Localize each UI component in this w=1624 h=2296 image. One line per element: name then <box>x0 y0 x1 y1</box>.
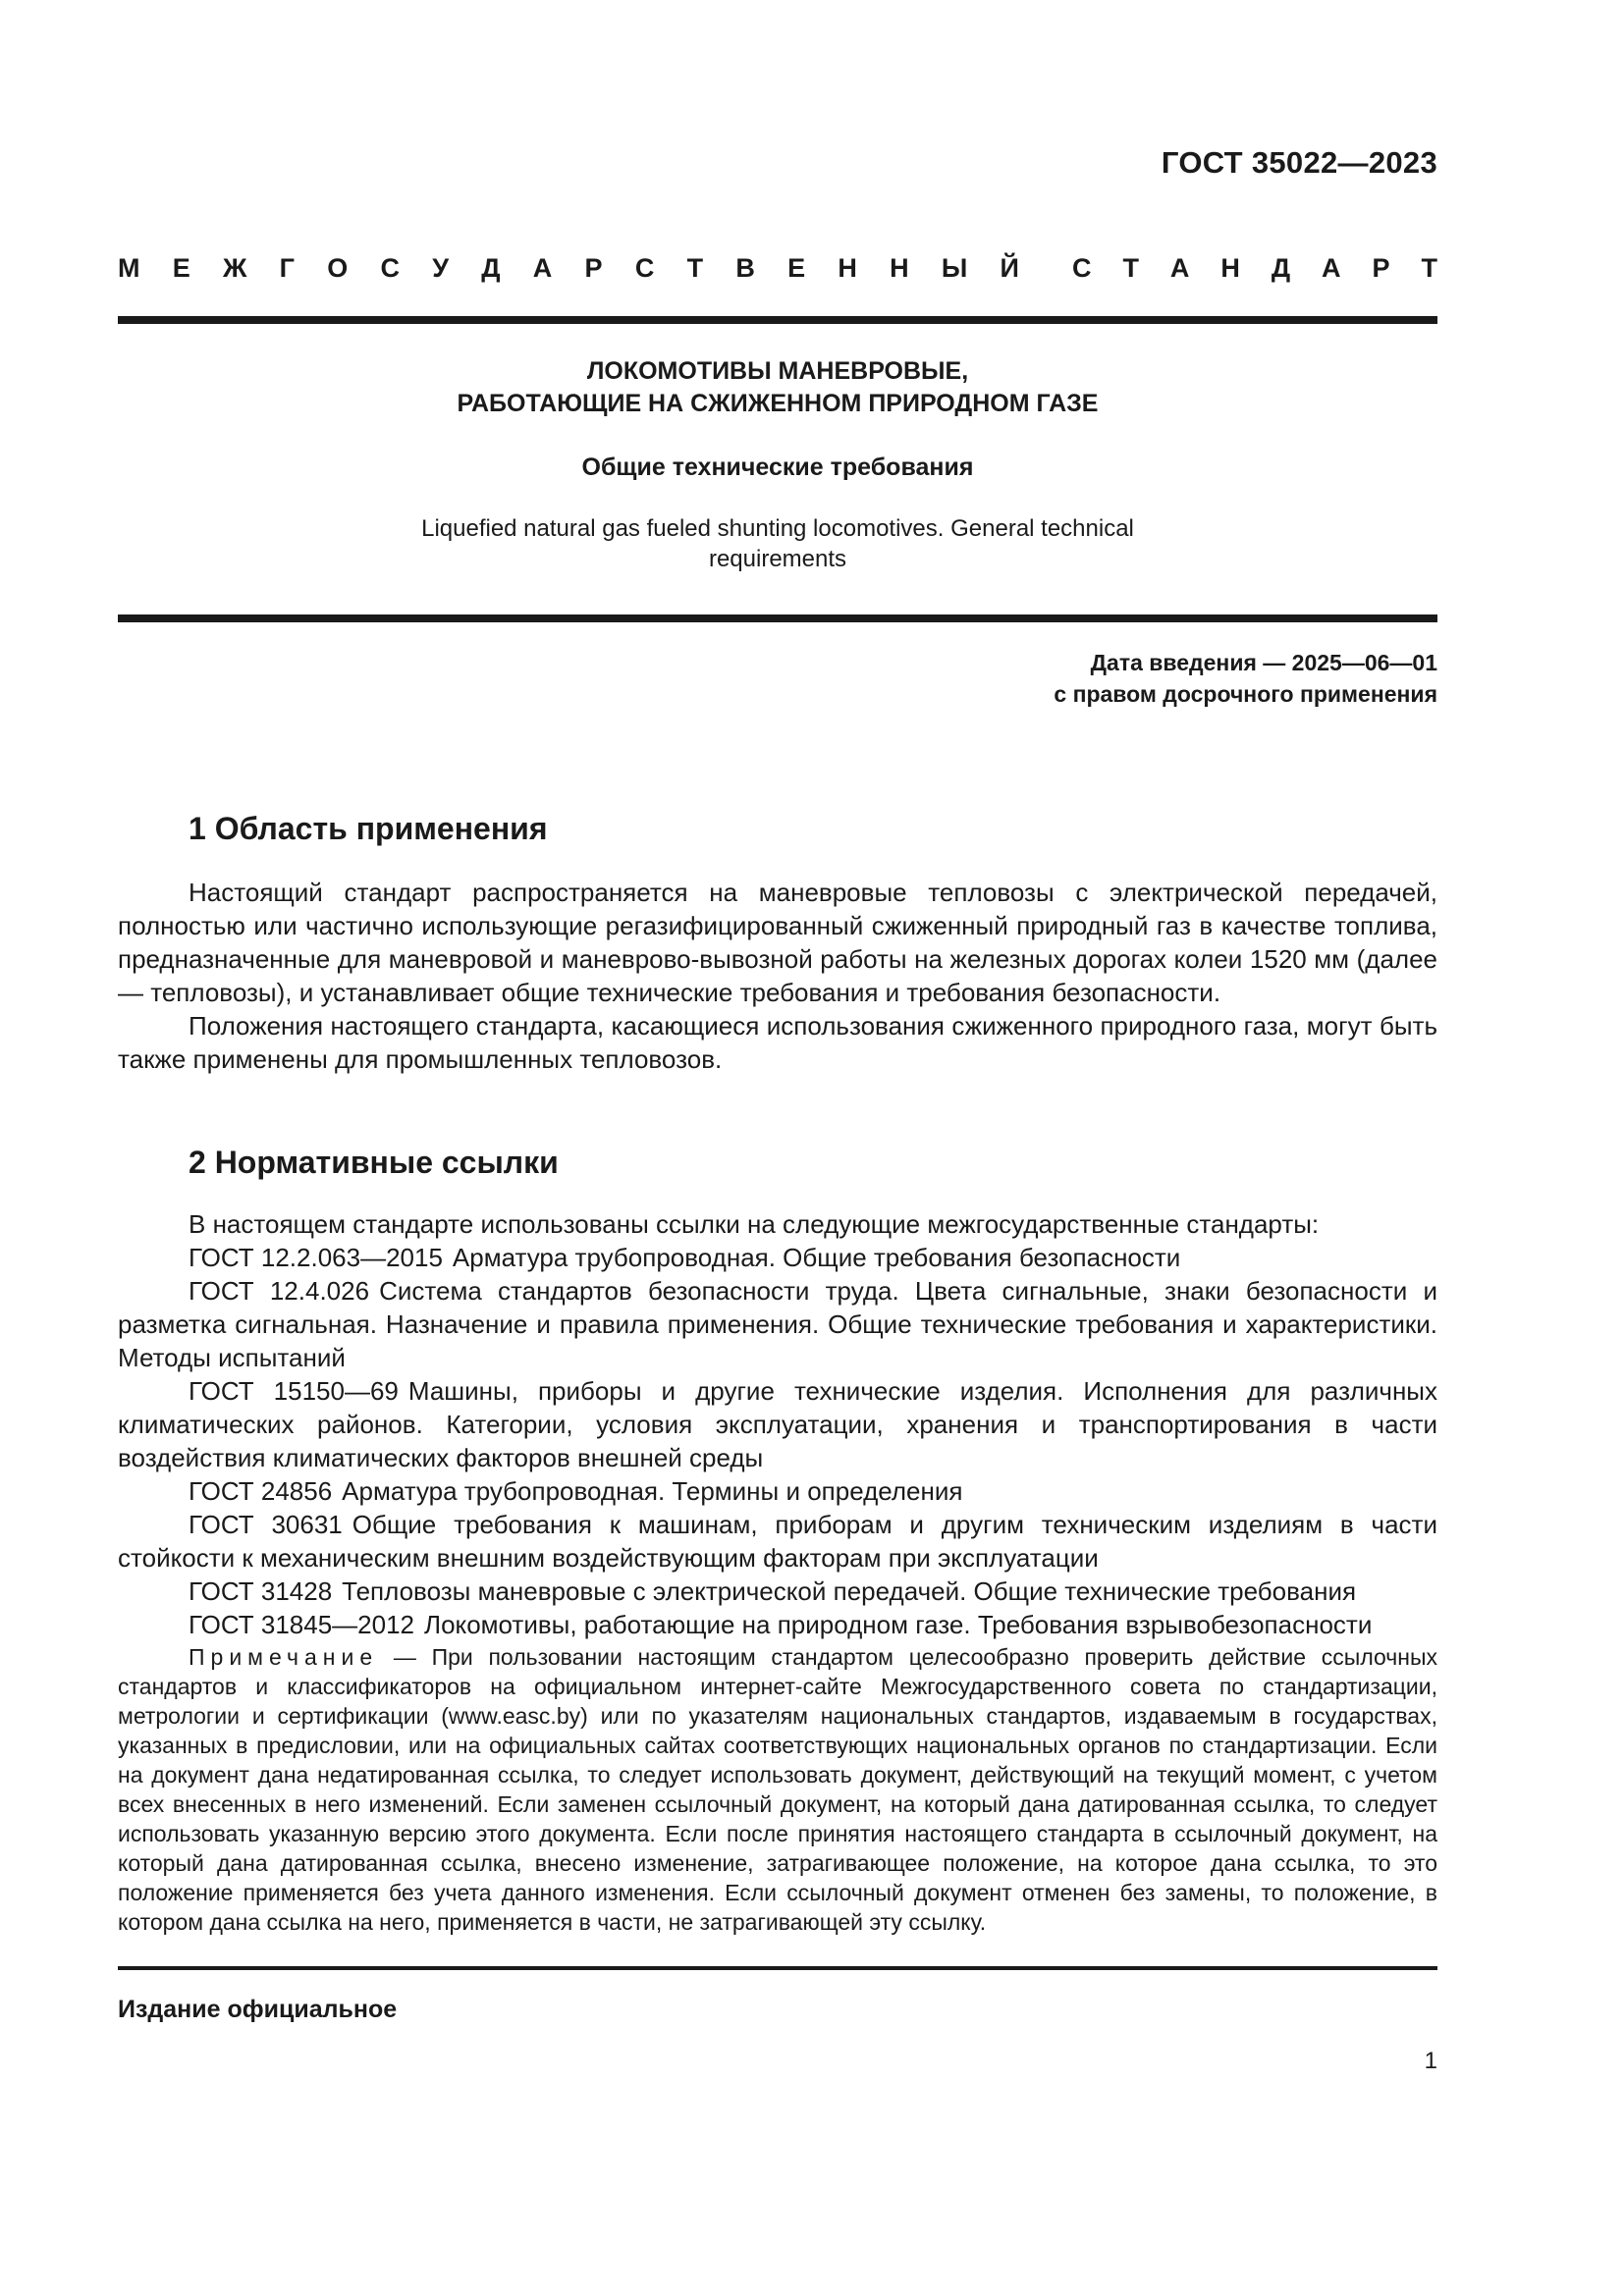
banner-letter: Т <box>1421 252 1437 283</box>
title-rule <box>118 614 1437 622</box>
reference-title: Арматура трубопроводная. Общие требования безопасности <box>452 1243 1181 1272</box>
banner-letter: У <box>432 252 450 283</box>
interstate-standard-banner <box>118 253 1437 283</box>
document-title <box>118 355 1437 420</box>
banner-word-2 <box>1072 253 1437 284</box>
introduction-date-block <box>1054 647 1437 710</box>
normative-references-list <box>118 1241 1437 1641</box>
reference-item <box>118 1508 1437 1575</box>
reference-item <box>118 1575 1437 1608</box>
banner-letter: С <box>634 252 655 283</box>
reference-code: ГОСТ 31845—2012 <box>189 1610 415 1639</box>
reference-title: Общие требования к машинам, приборам и другим техническим изделиям в части стойкости к механическим внешним воздействующим факторам при эксплуатации <box>118 1510 1437 1573</box>
early-application: с правом досрочного применения <box>1054 681 1437 707</box>
banner-letter: Й <box>1000 252 1019 283</box>
note-text: — При пользовании настоящим стандартом целесообразно проверить действие ссылочных стандартов и классификаторов на официальном интернет-сайте Межгосударственного совета по стандартизации, метрологии и сертификации (www.easc.by) или по указателям национальных стандартов, издаваемым в государствах, указанных в предисловии, или на официальных сайтах соответствующих национальных органов по стандартизации. Если на документ дана недатированная ссылка, то следует использовать документ, действующий на текущий момент, с учетом всех внесенных в него изменений. Если заменен ссылочный документ, на который дана датированная ссылка, то следует использовать указанную версию этого документа. Если после принятия настоящего стандарта в ссылочный документ, на который дана датированная ссылка, внесено изменение, затрагивающее положение, на которое дана ссылка, то это положение применяется без учета данного изменения. Если ссылочный документ отменен без замены, то положение, в котором дана ссылка на него, применяется в части, не затрагивающей эту ссылку. <box>118 1644 1437 1935</box>
title-line-2: РАБОТАЮЩИЕ НА СЖИЖЕННОМ ПРИРОДНОМ ГАЗЕ <box>457 390 1099 417</box>
banner-letter: Е <box>172 252 190 283</box>
banner-letter: Е <box>787 252 806 283</box>
banner-letter: Н <box>890 252 909 283</box>
banner-letter: Ы <box>941 252 968 283</box>
section-1-body <box>118 876 1437 1076</box>
banner-letter: Р <box>1372 252 1390 283</box>
standard-number: ГОСТ 35022—2023 <box>1161 145 1437 180</box>
reference-title: Система стандартов безопасности труда. Цвета сигнальные, знаки безопасности и разметка сигнальная. Назначение и правила применения. Общие технические требования и характеристики. Методы испытаний <box>118 1276 1437 1372</box>
section-1-paragraph-2: Положения настоящего стандарта, касающиеся использования сжиженного природного газа, могут быть также применены для промышленных тепловозов. <box>118 1011 1437 1074</box>
reference-code: ГОСТ 24856 <box>189 1476 333 1506</box>
reference-title: Машины, приборы и другие технические изделия. Исполнения для различных климатических районов. Категории, условия эксплуатации, хранения и транспортирования в части воздействия климатических факторов внешней среды <box>118 1376 1437 1472</box>
title-line-1: ЛОКОМОТИВЫ МАНЕВРОВЫЕ, <box>586 357 969 385</box>
official-edition-label: Издание официальное <box>118 1996 398 2023</box>
section-1-paragraph-1: Настоящий стандарт распространяется на маневровые тепловозы с электрической передачей, полностью или частично использующие регазифицированный сжиженный природный газ в качестве топлива, предназначенные для маневровой и маневрово-вывозной работы на железных дорогах колеи 1520 мм (далее — тепловозы), и устанавливает общие технические требования и требования безопасности. <box>118 878 1437 1007</box>
page-number: 1 <box>1424 2048 1437 2074</box>
banner-letter: Р <box>584 252 603 283</box>
reference-item <box>118 1608 1437 1641</box>
banner-letter: Г <box>279 252 295 283</box>
banner-letter: А <box>532 252 553 283</box>
reference-code: ГОСТ 15150—69 <box>189 1376 399 1406</box>
reference-item <box>118 1274 1437 1374</box>
section-2-body <box>118 1207 1437 1641</box>
note-label: Примечание <box>189 1644 379 1670</box>
banner-letter: Т <box>1122 252 1139 283</box>
banner-letter: Ж <box>223 252 247 283</box>
reference-item <box>118 1241 1437 1274</box>
banner-letter: Н <box>1220 252 1240 283</box>
references-note <box>118 1642 1437 1937</box>
section-2-heading: 2 Нормативные ссылки <box>189 1145 559 1180</box>
banner-letter: А <box>1322 252 1341 283</box>
section-2-intro: В настоящем стандарте использованы ссылки на следующие межгосударственные стандарты: <box>189 1209 1320 1239</box>
banner-word-1 <box>118 253 1019 284</box>
banner-letter: Д <box>1271 252 1291 283</box>
reference-title: Арматура трубопроводная. Термины и определения <box>342 1476 963 1506</box>
section-1-heading: 1 Область применения <box>189 811 548 846</box>
banner-letter: Д <box>481 252 501 283</box>
reference-title: Тепловозы маневровые с электрической передачей. Общие технические требования <box>342 1576 1357 1606</box>
reference-code: ГОСТ 12.4.026 <box>189 1276 370 1306</box>
banner-letter: С <box>1072 252 1092 283</box>
footer-rule <box>118 1966 1437 1970</box>
reference-title: Локомотивы, работающие на природном газе. Требования взрывобезопасности <box>424 1610 1373 1639</box>
banner-letter: С <box>380 252 400 283</box>
introduction-date: Дата введения — 2025—06—01 <box>1090 650 1437 675</box>
reference-item <box>118 1374 1437 1474</box>
banner-letter: Н <box>838 252 857 283</box>
reference-code: ГОСТ 12.2.063—2015 <box>189 1243 443 1272</box>
reference-code: ГОСТ 30631 <box>189 1510 343 1539</box>
banner-letter: В <box>735 252 755 283</box>
reference-item <box>118 1474 1437 1508</box>
document-subtitle: Общие технические требования <box>581 454 974 481</box>
english-title: Liquefied natural gas fueled shunting locomotives. General technical requirements <box>421 515 1134 572</box>
banner-letter: А <box>1169 252 1190 283</box>
header-rule <box>118 316 1437 324</box>
banner-letter: М <box>118 252 140 283</box>
banner-letter: Т <box>686 252 704 283</box>
reference-code: ГОСТ 31428 <box>189 1576 333 1606</box>
banner-letter: О <box>327 252 349 283</box>
document-page <box>118 0 1437 2296</box>
